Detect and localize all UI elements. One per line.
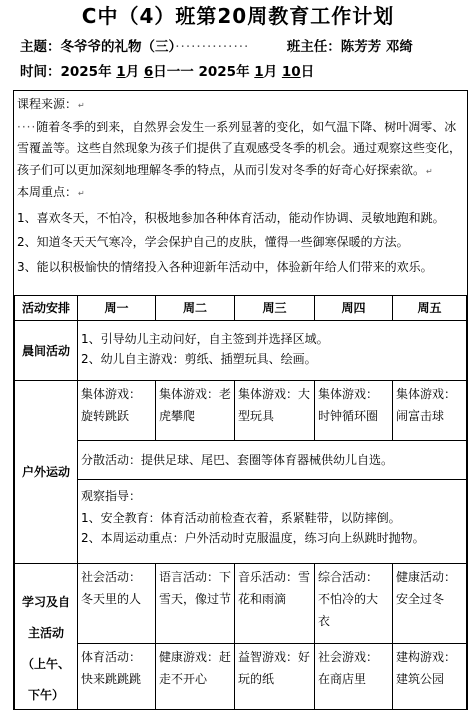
header-cell: 周二: [156, 296, 235, 321]
paragraph-mark-icon: ↵: [426, 166, 433, 176]
header-cell: 周五: [393, 296, 467, 321]
time-range-separator: 日一一 2025年: [153, 64, 250, 80]
time-day-suffix: 日: [300, 64, 315, 80]
outdoor-group-activity: 分散活动：提供足球、尾巴、套圈等体育器械供幼儿自选。: [78, 441, 467, 480]
study-activity-cell: 音乐活动：雪花和雨滴: [235, 564, 315, 644]
time-month-end: 1: [254, 64, 264, 80]
observe-title: 观察指导：: [81, 489, 142, 503]
focus-item-2: 2、知道冬天天气寒冷，学会保护自己的皮肤，懂得一些御寒保暖的方法。: [17, 235, 409, 249]
outdoor-games-row: [15, 381, 467, 441]
outdoor-game-cell: 集体游戏：闹富击球: [393, 381, 467, 441]
morning-line-2: 2、幼儿自主游戏：剪纸、插塑玩具、绘画。: [81, 352, 317, 366]
study-game-cell: 益智游戏：好玩的纸: [235, 644, 315, 711]
header-cell: 周三: [235, 296, 315, 321]
focus-item-3: 3、能以积极愉快的情绪投入各种迎新年活动中，体验新年给人们带来的欢乐。: [17, 259, 433, 274]
study-label-line: 学习及自: [21, 594, 70, 609]
focus-item-1: 1、喜欢冬天，不怕冷，积极地参加各种体育活动，能动作协调、灵敏地跑和跳。: [17, 210, 445, 225]
time-day-end: 10: [281, 64, 301, 80]
study-game-cell: 建构游戏：建筑公园: [393, 644, 467, 711]
plan-frame: [13, 90, 468, 710]
outdoor-game-cell: 集体游戏：大型玩具: [235, 381, 315, 441]
theme-value: 冬爷爷的礼物（三）: [60, 39, 176, 55]
outdoor-game-cell: 集体游戏：时钟循环圈: [315, 381, 393, 441]
time-month-suffix-start: 月: [125, 64, 140, 80]
teacher-label: 班主任：: [286, 39, 341, 55]
header-cell: 周四: [315, 296, 393, 321]
theme-label: 主题：: [20, 39, 61, 55]
morning-line-1: 1、引导幼儿主动问好，自主签到并选择区域。: [81, 332, 329, 346]
theme-dots: ··············: [175, 39, 250, 55]
morning-label: 晨间活动: [15, 321, 78, 381]
header-cell: 活动安排: [15, 296, 78, 321]
page-title: C中（4）班第20周教育工作计划: [81, 4, 395, 28]
teacher-value: 陈芳芳 邓绮: [340, 39, 413, 55]
outdoor-game-cell: 集体游戏：老虎攀爬: [156, 381, 235, 441]
outdoor-observe-row: [15, 480, 467, 564]
study-game-cell: 健康游戏：赶走不开心: [156, 644, 235, 711]
time-day-start: 6: [143, 64, 154, 80]
study-activity-cell: 综合活动：不怕冷的大衣: [315, 564, 393, 644]
time-label: 时间：: [20, 64, 61, 80]
study-game-cell: 体育活动：快来跳跳跳: [78, 644, 156, 711]
focus-label: 本周重点：: [17, 185, 78, 199]
observe-item-1: 1、安全教育：体育活动前检查衣着，系紧鞋带，以防摔倒。: [81, 511, 401, 525]
course-source-label: 课程来源：: [17, 97, 78, 111]
study-activity-cell: 语言活动：下雪天，像过节: [156, 564, 235, 644]
time-year-start: 2025年: [60, 64, 112, 80]
study-label-line: 主活动: [27, 625, 64, 640]
study-label-line: 下午）: [27, 687, 64, 702]
outdoor-label: 户外运动: [15, 381, 78, 564]
time-line: [20, 62, 314, 82]
paragraph-mark-icon: ↵: [78, 189, 85, 198]
header-cell: 周一: [78, 296, 156, 321]
theme-line: [20, 37, 413, 57]
study-label-line: （上午、: [21, 656, 70, 671]
study-activity-cell: 健康活动：安全过冬: [393, 564, 467, 644]
observe-item-2: 2、本周运动重点：户外活动时克服温度，练习向上纵跳时抛物。: [81, 531, 425, 545]
study-label: [15, 564, 78, 711]
paragraph-mark-icon: ↵: [78, 101, 85, 110]
study-game-cell: 社会游戏：在商店里: [315, 644, 393, 711]
outdoor-group-row: [15, 441, 467, 480]
activity-table: [14, 295, 467, 710]
morning-content: [78, 321, 467, 381]
time-month-suffix-end: 月: [263, 64, 278, 80]
intro-section: [14, 91, 467, 295]
indent-dots: ····: [17, 119, 37, 134]
course-source-text: 随着冬季的到来，自然界会发生一系列显著的变化，如气温下降、树叶凋零、冰雪覆盖等。这些自然现象为孩子们提供了直观感受冬季的机会。通过观察这些变化，孩子们可以更加深刻地理解冬季的特点，从而引发对冬季的好奇心好探索欲。: [17, 119, 462, 177]
table-header-row: [15, 296, 467, 321]
outdoor-game-cell: 集体游戏：旋转跳跃: [78, 381, 156, 441]
time-month-start: 1: [116, 64, 126, 80]
morning-row: [15, 321, 467, 381]
study-row-1: [15, 564, 467, 644]
study-row-2: [15, 644, 467, 711]
study-activity-cell: 社会活动：冬天里的人: [78, 564, 156, 644]
outdoor-observe-cell: [78, 480, 467, 564]
